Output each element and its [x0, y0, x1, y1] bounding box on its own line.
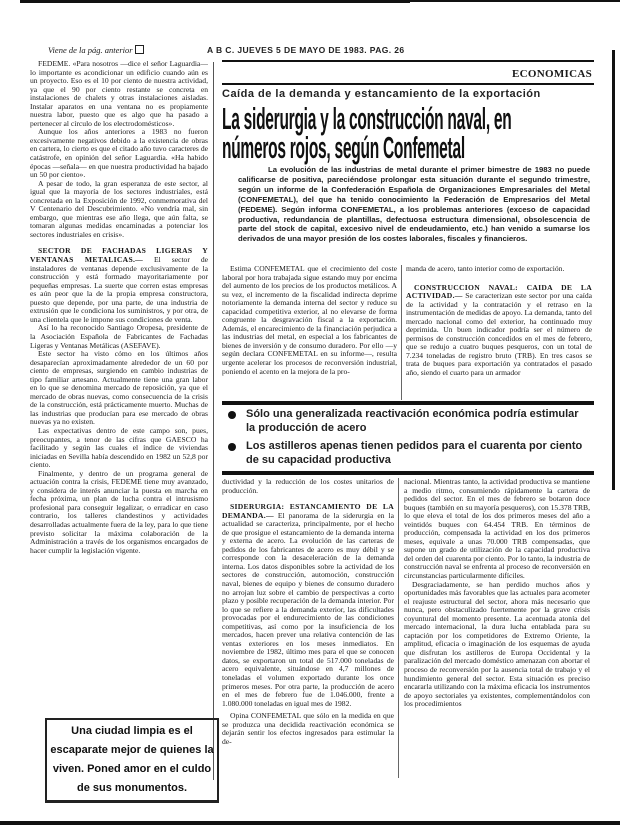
paragraph: nacional. Mientras tanto, la actividad productiva se mantiene a medio ritmo, consumiendo rápidamente la cartera de pedidos del sector. En el mes de febrero se botaron doce buques (también en su mayoría pesqueros), con 15.378 TRB, lo que eleva el total de los dos primeros meses del año a veintidós buques con 64.454 TRB. En términos de producción, compensada la actividad en los dos primeros meses, equivale a unas 70.000 TRB compensadas, que supone un grado de utilización de la capacidad productiva del orden del cuarenta por ciento. Por lo tanto, la industria de construcción naval se enfrenta al proceso de reconversión en circunstancias particularmente difíciles. — [404, 478, 590, 581]
paragraph: Las expectativas dentro de este campo son, pues, preocupantes, a tenor de las cifras que GAESCO ha facilitado y según las cuales el índice de viviendas iniciadas en Sevilla había descendido en 1982 un 52,8 por ciento. — [30, 425, 208, 470]
left-body — [30, 60, 208, 560]
highlight-item: Sólo una generalizada reactivación económica podría estimular la producción de acero — [228, 408, 588, 435]
masthead: A B C. JUEVES 5 DE MAYO DE 1983. PAG. 26 — [207, 45, 405, 55]
section-head: SECTOR DE FACHADAS LIGERAS Y VENTANAS METALICAS.— — [30, 246, 208, 265]
paragraph: SECTOR DE FACHADAS LIGERAS Y VENTANAS METALICAS.— El sector de instaladores de ventanas depende exclusivamente de la construcción y está formado mayoritariamente por pequeñas empresas. La suerte que corren estas empresas es aún peor que la de la propia empresa constructora, puesto que depende, por una parte, de una industria de extrusión que le condiciona los suministros, y por otra, de una clientela que le impone sus condiciones de venta. — [30, 246, 208, 324]
box-marker-icon — [135, 45, 144, 54]
top-columns-divider — [401, 265, 402, 400]
paragraph: Desgraciadamente, se han perdido muchos años y oportunidades más favorables que las actuales para acometer el reajuste estructural del sector, ahora más necesario que nunca, pero obstaculizado fuertemente por la grave crisis coyuntural del momento presente. La acentuada atonía del mercado internacional, la dura lucha entablada para su captación por los competidores de Extremo Oriente, la amplitud, eficacia o imaginación de los esquemas de ayuda que disfrutan los astilleros de Europa Occidental y la paralización del mercado doméstico amenazan con abortar el proceso de reconversión por la ausencia total de trabajo y el hundimiento general del sector. Esta situación es preciso encararla utilizando con la máxima eficacia los instrumentos de apoyo sectoriales ya existentes, complementándolos con los procedimientos — [404, 579, 590, 709]
section-rule — [222, 83, 594, 85]
bullet-icon — [228, 443, 236, 451]
paragraph: SIDERURGIA: ESTANCAMIENTO DE LA DEMANDA.— El panorama de la siderurgia en la actualidad se caracteriza, principalmente, por el hecho de que prosigue el estancamiento de la demanda interna y externa de acero. La evolución de las carteras de pedidos de los fabricantes de acero es muy débil y se corresponde con la desaceleración de la demanda interna. Los datos disponibles sobre la actividad de los sectores de construcción, automoción, construcción naval, bienes de equipo y bienes de consumo duradero no arrojan luz sobre el cambio de perspectivas a corto plazo y posible recuperación de la demanda interior. Por lo que se refiere a la demanda exterior, las dificultades provocadas por el endurecimiento de las condiciones competitivas, así como por la insuficiencia de los mercados, hacen prever una relativa contención de las ventas exteriores en los meses inmediatos. En noviembre de 1982, último mes para el que se conocen datos, se exportaron un total de 517.000 toneladas de acero equivalente, situándose en 4,7 millones de toneladas el volumen exportado durante los once primeros meses. Por otra parte, la producción de acero en el mes de febrero fue de 1.046.000, frente a 1.080.000 toneladas en igual mes de 1982. — [222, 502, 394, 708]
bullets-bottom-bar — [222, 471, 594, 475]
section-label: ECONOMICAS — [511, 68, 592, 80]
lower-column-1 — [222, 478, 394, 778]
paragraph: FEDEME. «Para nosotros —dice el señor Laguardia— lo importante es acondicionar un edificio cuando aún es un proyecto. Eso es el 10 por ciento de nuestra actividad, ya que el 90 por ciento restante se concreta en instalaciones de chalets y otras instalaciones aisladas. Instalar aparatos en una ventana no es propiamente nuestra labor, puesto que es algo que ha pasado a pertenecer al círculo de los electrodomésticos». — [30, 60, 208, 128]
continued-note: Viene de la pág. anterior — [30, 45, 208, 55]
top-scan-edge-right — [270, 0, 620, 2]
bottom-bar — [0, 821, 620, 825]
highlight-item: Los astilleros apenas tienen pedidos para el cuarenta por ciento de su capacidad productiva — [228, 440, 588, 467]
left-column-divider — [213, 62, 214, 780]
page-right-border — [612, 50, 615, 490]
paragraph: Finalmente, y dentro de un programa general de actuación contra la crisis, FEDEME tiene muy avanzado, y considera de interés anunciar la puesta en marcha en fecha próxima, un plan de lucha contra el intrusismo profesional para conseguir legalizar, o erradicar en caso contrario, los talleres clandestinos y actividades desarrolladas actualmente fuera de la ley, para lo que tiene previsto solicitar la máxima colaboración de la Administración a través de los organismos encargados de hacer cumplir la legislación vigente. — [30, 468, 208, 555]
paragraph: manda de acero, tanto interior como de exportación. — [406, 265, 565, 273]
section-head: CONSTRUCCION NAVAL: CAIDA DE LA ACTIVIDAD.— — [406, 282, 592, 301]
paragraph: Este sector ha visto cómo en los últimos años desaparecían aproximadamente alrededor de un 60 por ciento de empresas, surgiendo en cambio industrias de tipo familiar artesano. Actualmente tiene una gran labor en lo que se denomina mercado de reposición, ya que el mercado de obras nuevas, como consecuencia de la crisis de la construcción, está prácticamente muerto. Muchas de las industrias que producían para ese mercado de obras nuevas ya no existen. — [30, 349, 208, 427]
low-columns-divider — [398, 478, 399, 778]
paragraph: Aunque los años anteriores a 1983 no fueron excesivamente negativos debido a la existencia de obras en cartera, lo cierto es que el citado año tuvo caracteres de catástrofe, en opinión del señor Laguardia. «Ha habido épocas —señala— en que nuestra productividad ha bajado un 50 por ciento». — [30, 127, 208, 180]
paragraph: ductividad y la reducción de los costes unitarios de producción. — [222, 478, 394, 495]
section-head: SIDERURGIA: ESTANCAMIENTO DE LA DEMANDA.— — [222, 502, 394, 520]
paragraph: A pesar de todo, la gran esperanza de este sector, al igual que la mayoría de los sectores industriales, está concretada en la Exposición de 1992, conmemorativa del V Centenario del Descubrimiento. «No vendría mal, sin embargo, que mientras ese año llega, que aún falta, se tomaran algunas medidas encaminadas a potenciar los sectores industriales en crisis». — [30, 178, 208, 239]
highlights — [228, 408, 588, 467]
bullets-top-bar — [222, 401, 594, 405]
paragraph: Opina CONFEMETAL que sólo en la medida en que se produzca una decidida reactivación económica se dejarán sentir los efectos ingresados para estimular la de- — [222, 711, 394, 746]
article-kicker: Caída de la demanda y estancamiento de la exportación — [222, 88, 541, 100]
paragraph: Así lo ha reconocido Santiago Oropesa, presidente de la Asociación Española de Fabricantes de Fachadas Ligeras y Ventanas Metálicas (ASEFAVE). — [30, 323, 208, 350]
top-column-2 — [406, 265, 592, 400]
paragraph: CONSTRUCCION NAVAL: CAIDA DE LA ACTIVIDAD.— Se caracterizan este sector por una caída de la actividad y la contratación y el retraso en la instrumentación de medidas de apoyo. La demanda, tanto del mercado nacional como del exterior, ha continuado muy deprimida. Un buen indicador podría ser el número de permisos de construcción concedidos en el mes de febrero, que se redujo a cuatro buques pesqueros, con un total de 7.234 toneladas de registro bruto (TRB). En tres casos se trata de buques para exportación ya contratados el pasado año, siendo el cuarto para un armador — [406, 282, 592, 378]
article-lead: La evolución de las industrias de metal durante el primer bimestre de 1983 no puede calificarse de positiva, pareciéndose prolongar esta situación durante el segundo trimestre, según un informe de la Confederación Española de Organizaciones Empresariales del Metal (CONFEMETAL), del que ha tenido conocimiento la Federación de Empresarios del Metal (FEDEME). Según informa CONFEMETAL, a los problemas anteriores (exceso de capacidad productiva, redundancia de plantillas, defectuosa estructura dimensional, obsolescencia de parte del stock de capital, excesivo nivel de endeudamiento, etc.) han venido a sumarse los derivados de una mayor presión de los costes laborales, fiscales y financieros. — [238, 165, 590, 244]
header-rule — [222, 60, 594, 62]
headline-line-1: La siderurgia y la construcción naval, en — [222, 101, 512, 136]
bullet-icon — [228, 411, 236, 419]
left-column — [30, 45, 208, 560]
lower-column-2 — [404, 478, 590, 778]
paragraph: Estima CONFEMETAL que el crecimiento del coste laboral por hora trabajada sigue estando muy por encima del aumento de los precios de los productos metálicos. A su vez, el incremento de la fiscalidad indirecta deprime notoriamente la demanda interna del sector y reduce su capacidad competitiva exterior, al no elevarse de forma congruente la desgravación fiscal a la exportación. Además, el encarecimiento de la financiación perjudica a las industrias del metal, en especial a los fabricantes de bienes de inversión y de consumo duradero. Por ello —y según declara CONFEMETAL en su informe—, resulta urgente acelerar los procesos de reconversión industrial, poniendo el acento en la mejora de la pro- — [222, 265, 397, 376]
civic-notice-box: Una ciudad limpia es el escaparate mejor de quienes la viven. Poned amor en el culdo de sus monumentos. — [45, 718, 219, 803]
headline-line-2: números rojos, según Confemetal — [222, 130, 465, 165]
top-column-1 — [222, 265, 397, 400]
